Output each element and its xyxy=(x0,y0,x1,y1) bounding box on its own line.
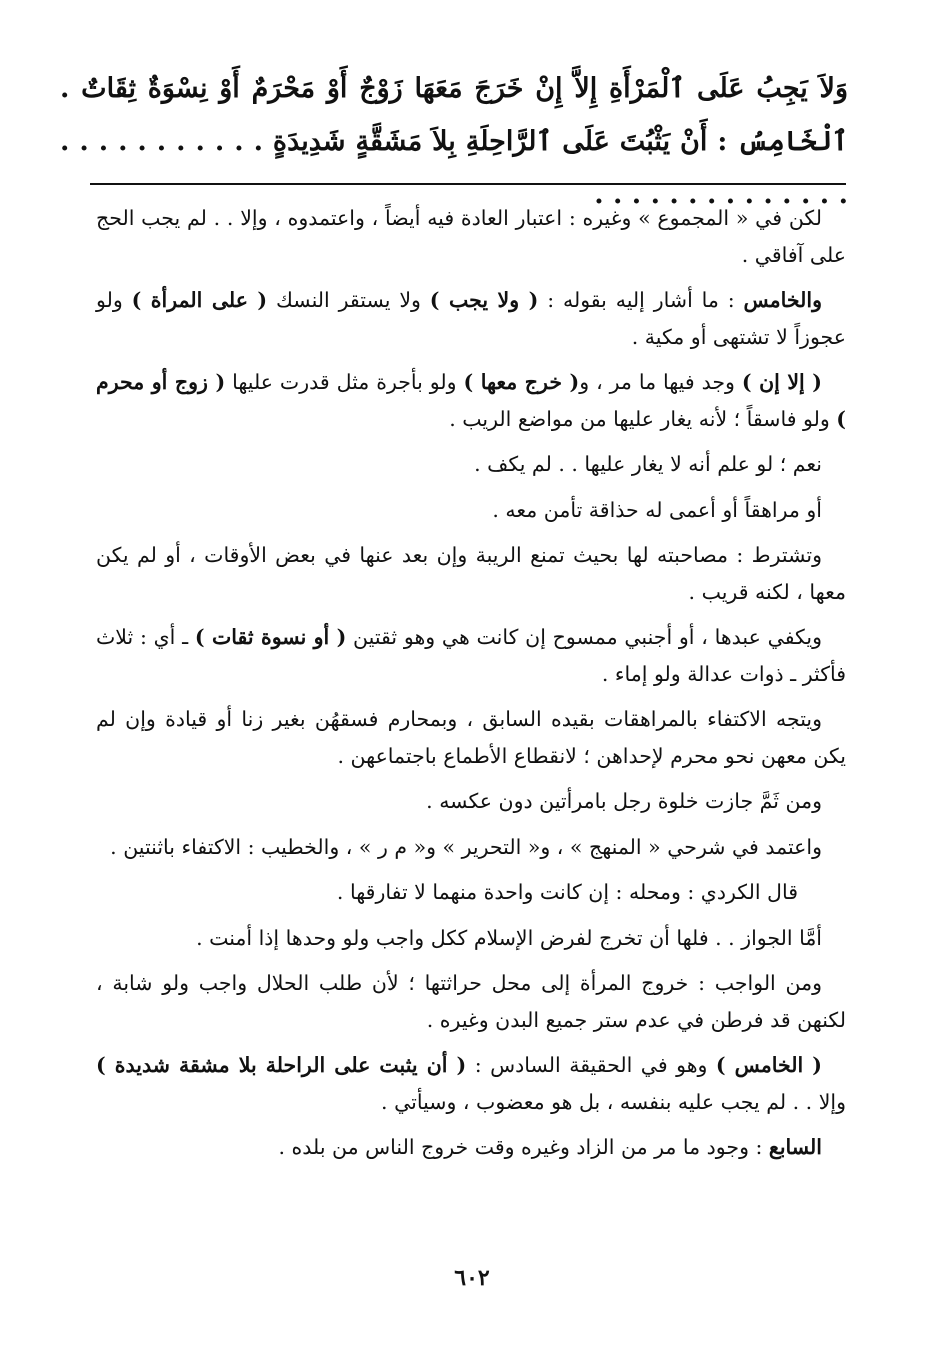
paragraph-text: ولو فاسقاً ؛ لأنه يغار عليها من مواضع الريب . xyxy=(449,406,837,431)
paragraph-heading: والخامس xyxy=(743,288,822,312)
commentary-paragraph xyxy=(96,446,846,483)
paragraph-text: ولا يستقر النسك xyxy=(267,288,430,312)
paragraph-text: ولو بأجرة مثل قدرت عليها xyxy=(225,370,464,394)
commentary-paragraph xyxy=(96,492,846,529)
commentary-paragraph xyxy=(96,1129,846,1166)
commentary-paragraph xyxy=(96,829,846,866)
paragraph-text: قال الكردي : ومحله : إن كانت واحدة منهما لا تفارقها . xyxy=(336,880,798,904)
paragraph-text: أو مراهقاً أو أعمى له حذاقة تأمن معه . xyxy=(492,497,822,522)
commentary-paragraph xyxy=(96,1047,846,1120)
commentary-paragraph xyxy=(96,364,846,437)
quoted-matn: ( الخامس ) xyxy=(715,1053,822,1077)
paragraph-text: ومن ثَمَّ جازت خلوة رجل بامرأتين دون عكسه . xyxy=(426,789,822,813)
main-text-part1: وَلاَ يَجِبُ عَلَى ٱلْمَرْأَةِ إِلاَّ إِنْ خَرَجَ مَعَهَا زَوْجٌ أَوْ مَحْرَمٌ أَوْ نِسْوَةٌ ثِقَاتٌ . xyxy=(60,73,848,104)
paragraph-text: ويتجه الاكتفاء بالمراهقات بقيده السابق ، وبمحارم فسقهُن بغير زنا أو قيادة وإن لم يكن معهن نحو محرم لإحداهن ؛ لانقطاع الأطماع باجتماعهن . xyxy=(96,707,846,768)
paragraph-text: واعتمد في شرحي « المنهج » ، و« التحرير » و« م ر » ، والخطيب : الاكتفاء باثنتين . xyxy=(110,834,822,859)
paragraph-text: ومن الواجب : خروج المرأة إلى محل حراثتها ؛ لأن طلب الحلال واجب ولو شابة ، لكنهن قد فرطن في عدم ستر جميع البدن وغيره . xyxy=(96,971,846,1032)
quoted-matn: ( ولا يجب ) xyxy=(429,288,539,312)
quoted-matn: ( أو نسوة ثقات ) xyxy=(194,625,347,649)
paragraph-text: وهو في الحقيقة السادس : xyxy=(466,1053,716,1077)
paragraph-text: وتشترط : مصاحبته لها بحيث تمنع الريبة وإن بعد عنها في بعض الأوقات ، أو لم يكن معها ، لكنه قريب . xyxy=(96,543,846,604)
quoted-matn: ( إلا إن ) xyxy=(741,370,822,394)
main-text xyxy=(60,62,848,221)
main-text-heading: ٱلْخَامِسُ : xyxy=(717,126,849,157)
paragraph-text: وجد فيها ما مر ، و xyxy=(579,370,742,394)
main-text-part2: أَنْ يَثْبُتَ عَلَى ٱلرَّاحِلَةِ بِلاَ مَشَقَّةٍ شَدِيدَةٍ . . . . . . . . . . . . . . . . . . . . . . . . . xyxy=(60,126,848,210)
paragraph-text: ويكفي عبدها ، أو أجنبي ممسوح إن كانت هي وهو ثقتين xyxy=(346,625,822,649)
paragraph-text: وإلا . . لم يجب عليه بنفسه ، بل هو معضوب ، وسيأتي . xyxy=(381,1089,846,1114)
quoted-matn: ( زوج أو محرم ) xyxy=(96,370,846,431)
paragraph-text: ـ أي : ثلاث فأكثر ـ ذوات عدالة ولو إماء . xyxy=(96,625,846,686)
commentary-paragraph xyxy=(96,874,846,911)
paragraph-heading: السابع xyxy=(768,1135,822,1159)
quoted-matn: ( أن يثبت على الراحلة بلا مشقة شديدة ) xyxy=(96,1053,467,1077)
paragraph-text: لكن في « المجموع » وغيره : اعتبار العادة فيه أيضاً ، واعتمدوه ، وإلا . . لم يجب الحج على آفاقي . xyxy=(96,206,846,267)
commentary-paragraph xyxy=(96,701,846,774)
quoted-matn: ( خرج معها ) xyxy=(463,370,580,394)
commentary-paragraph xyxy=(96,200,846,273)
paragraph-text: : ما أشار إليه بقوله : xyxy=(538,288,744,312)
page-number: ٦٠٢ xyxy=(454,1265,490,1291)
commentary-paragraph xyxy=(96,965,846,1038)
quoted-matn: ( على المرأة ) xyxy=(131,288,268,312)
commentary-paragraph xyxy=(96,920,846,957)
footnote-divider xyxy=(90,183,846,185)
commentary-paragraph xyxy=(96,783,846,820)
commentary-paragraph xyxy=(96,537,846,610)
paragraph-text: نعم ؛ لو علم أنه لا يغار عليها . . لم يكف . xyxy=(474,452,822,476)
commentary xyxy=(96,200,846,1175)
commentary-paragraph xyxy=(96,282,846,355)
commentary-paragraph xyxy=(96,619,846,692)
paragraph-text: : وجود ما مر من الزاد وغيره وقت خروج الناس من بلده . xyxy=(278,1135,769,1159)
paragraph-text: أمَّا الجواز . . فلها أن تخرج لفرض الإسلام ككل واجب ولو وحدها إذا أمنت . xyxy=(196,925,822,950)
paragraph-text: ولو عجوزاً لا تشتهى أو مكية . xyxy=(96,288,846,349)
